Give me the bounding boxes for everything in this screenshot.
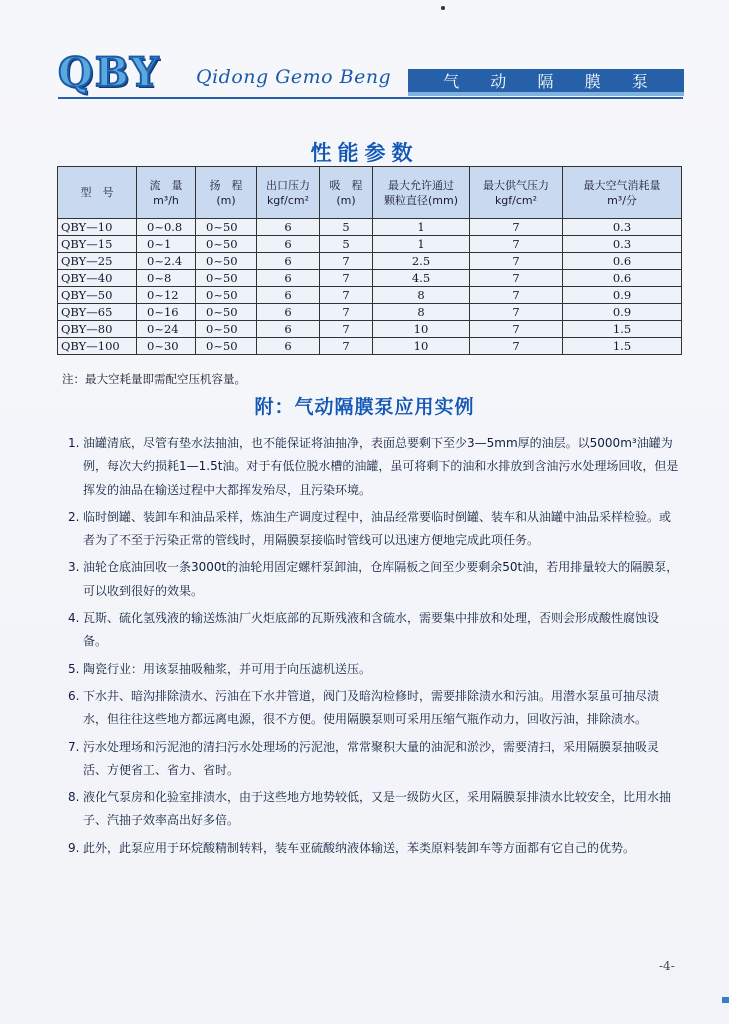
banner-char: 膜 <box>584 72 602 91</box>
table-cell: 7 <box>320 253 373 270</box>
table-cell: 0~50 <box>196 321 257 338</box>
model-cell: QBY—15 <box>58 236 137 253</box>
list-item-number: 3. <box>68 560 80 575</box>
table-cell: 5 <box>320 236 373 253</box>
table-cell: 0~8 <box>137 270 196 287</box>
table-cell: 0~12 <box>137 287 196 304</box>
applications-title: 附：气动隔膜泵应用实例 <box>254 396 475 418</box>
list-item-text: 油轮仓底油回收一条3000t的油轮用固定螺杆泵卸油，仓库隔板之间至少要剩余50t油，若用排量较大的隔膜泵，可以收到很好的效果。 <box>83 560 679 598</box>
performance-table <box>57 166 682 355</box>
table-cell: 0~50 <box>196 270 257 287</box>
banner-char: 泵 <box>631 72 649 91</box>
table-row <box>58 219 682 236</box>
table-cell: 0.9 <box>563 304 682 321</box>
table-cell: 6 <box>257 270 320 287</box>
model-cell: QBY—65 <box>58 304 137 321</box>
table-cell: 0.9 <box>563 287 682 304</box>
table-cell: 0~50 <box>196 338 257 355</box>
list-item-text: 陶瓷行业：用该泵抽吸釉浆，并可用于向压滤机送压。 <box>83 661 372 676</box>
scan-dot <box>441 6 445 10</box>
list-item-number: 7. <box>68 739 80 754</box>
list-item-text: 油罐清底，尽管有垫水法抽油，也不能保证将油抽净，表面总要剩下至少3—5mm厚的油层。以5000m³油罐为例，每次大约损耗1—1.5t油。对于有低位脱水槽的油罐，虽可将剩下的油和水排放到含油污水处理场回收，但是挥发的油品在输送过程中大都挥发殆尽，且污染环境。 <box>83 436 679 497</box>
list-item-text: 液化气泵房和化验室排渍水，由于这些地方地势较低，又是一级防火区，采用隔膜泵排渍水比较安全，比用水抽子、汽抽子效率高出好多倍。 <box>83 790 672 828</box>
list-item-text: 下水井、暗沟排除渍水、污油在下水井管道，阀门及暗沟检修时，需要排除渍水和污油。用潜水泵虽可抽尽渍水，但往往这些地方都远离电源，很不方便。使用隔膜泵则可采用压缩气瓶作动力，回收污油，排除渍水。 <box>83 688 660 727</box>
list-item <box>60 658 680 681</box>
model-cell: QBY—50 <box>58 287 137 304</box>
model-cell: QBY—25 <box>58 253 137 270</box>
table-cell: 7 <box>470 270 563 287</box>
list-item-number: 2. <box>68 509 80 524</box>
list-item <box>60 786 680 833</box>
page-number: -4- <box>659 959 675 973</box>
table-cell: 7 <box>470 219 563 236</box>
list-item <box>60 685 680 732</box>
table-cell: 0~30 <box>137 338 196 355</box>
table-cell: 7 <box>320 287 373 304</box>
header-divider <box>58 97 683 99</box>
page-header <box>58 49 683 96</box>
table-cell: 0~50 <box>196 304 257 321</box>
logo-subtitle: Qidong Gemo Beng <box>196 66 392 88</box>
list-item-text: 此外，此泵应用于环烷酸精制转料，装车亚硫酸纳液体输送，苯类原料装卸车等方面都有它自己的优势。 <box>83 840 636 855</box>
table-cell: 6 <box>257 321 320 338</box>
table-cell: 7 <box>470 304 563 321</box>
table-row <box>58 270 682 287</box>
banner-char: 隔 <box>537 72 555 91</box>
corner-mark <box>722 997 729 1003</box>
table-cell: 6 <box>257 219 320 236</box>
list-item-number: 6. <box>68 688 80 703</box>
table-cell: 1 <box>373 219 470 236</box>
table-cell: 5 <box>320 219 373 236</box>
table-cell: 7 <box>320 321 373 338</box>
list-item <box>60 736 680 783</box>
column-header: 型 号 <box>58 167 137 219</box>
list-item-text: 污水处理场和污泥池的清扫污水处理场的污泥池，常常聚积大量的油泥和淤沙，需要清扫，采用隔膜泵抽吸灵活、方便省工、省力、省时。 <box>83 739 660 777</box>
table-cell: 1.5 <box>563 338 682 355</box>
table-cell: 4.5 <box>373 270 470 287</box>
table-cell: 7 <box>320 338 373 355</box>
list-item <box>60 837 680 860</box>
table-cell: 8 <box>373 304 470 321</box>
table-cell: 6 <box>257 287 320 304</box>
model-cell: QBY—80 <box>58 321 137 338</box>
table-cell: 0~1 <box>137 236 196 253</box>
column-header: 最大允许通过 颗粒直径(mm) <box>373 167 470 219</box>
table-cell: 0.6 <box>563 270 682 287</box>
table-row <box>58 287 682 304</box>
table-cell: 7 <box>470 287 563 304</box>
table-cell: 0.3 <box>563 236 682 253</box>
list-item <box>60 607 680 654</box>
table-note: 注：最大空耗量即需配空压机容量。 <box>62 372 246 386</box>
applications-list <box>60 432 680 864</box>
table-cell: 10 <box>373 321 470 338</box>
banner-char: 动 <box>490 72 508 91</box>
model-cell: QBY—40 <box>58 270 137 287</box>
table-cell: 6 <box>257 253 320 270</box>
column-header: 扬 程 (m) <box>196 167 257 219</box>
table-cell: 6 <box>257 338 320 355</box>
list-item-text: 瓦斯、硫化氢残液的输送炼油厂火炬底部的瓦斯残液和含硫水，需要集中排放和处理，否则会形成酸性腐蚀设备。 <box>83 611 660 649</box>
list-item-text: 临时倒罐、装卸车和油品采样，炼油生产调度过程中，油品经常要临时倒罐、装车和从油罐中油品采样检验。或者为了不至于污染正常的管线时，用隔膜泵接临时管线可以迅速方便地完成此项任务。 <box>83 509 672 548</box>
banner-char: 气 <box>443 72 461 91</box>
qby-logo: QBY <box>58 49 161 96</box>
table-cell: 0~24 <box>137 321 196 338</box>
list-item-number: 9. <box>68 840 80 855</box>
column-header: 最大空气消耗量 m³/分 <box>563 167 682 219</box>
table-cell: 0~16 <box>137 304 196 321</box>
column-header: 流 量 m³/h <box>137 167 196 219</box>
list-item-number: 1. <box>68 436 80 450</box>
table-cell: 7 <box>320 270 373 287</box>
table-row <box>58 236 682 253</box>
table-cell: 7 <box>470 338 563 355</box>
header-banner <box>408 69 684 96</box>
list-item-number: 8. <box>68 790 80 805</box>
performance-title: 性能参数 <box>310 141 419 165</box>
table-cell: 0.6 <box>563 253 682 270</box>
table-header-row <box>58 167 682 219</box>
column-header: 吸 程 (m) <box>320 167 373 219</box>
table-cell: 7 <box>470 321 563 338</box>
list-item-number: 4. <box>68 611 80 626</box>
table-cell: 1.5 <box>563 321 682 338</box>
table-cell: 0.3 <box>563 219 682 236</box>
table-row <box>58 304 682 321</box>
table-row <box>58 321 682 338</box>
table-cell: 0~0.8 <box>137 219 196 236</box>
table-cell: 7 <box>470 236 563 253</box>
table-cell: 0~50 <box>196 219 257 236</box>
table-row <box>58 253 682 270</box>
table-cell: 0~50 <box>196 236 257 253</box>
model-cell: QBY—10 <box>58 219 137 236</box>
list-item <box>60 432 680 502</box>
table-cell: 7 <box>320 304 373 321</box>
table-cell: 0~50 <box>196 253 257 270</box>
column-header: 最大供气压力 kgf/cm² <box>470 167 563 219</box>
table-row <box>58 338 682 355</box>
table-cell: 6 <box>257 304 320 321</box>
table-cell: 6 <box>257 236 320 253</box>
table-cell: 2.5 <box>373 253 470 270</box>
list-item <box>60 506 680 553</box>
column-header: 出口压力 kgf/cm² <box>257 167 320 219</box>
table-cell: 8 <box>373 287 470 304</box>
table-cell: 0~50 <box>196 287 257 304</box>
table-cell: 7 <box>470 253 563 270</box>
model-cell: QBY—100 <box>58 338 137 355</box>
table-cell: 1 <box>373 236 470 253</box>
list-item <box>60 556 680 603</box>
list-item-number: 5. <box>68 661 80 676</box>
table-cell: 10 <box>373 338 470 355</box>
table-cell: 0~2.4 <box>137 253 196 270</box>
